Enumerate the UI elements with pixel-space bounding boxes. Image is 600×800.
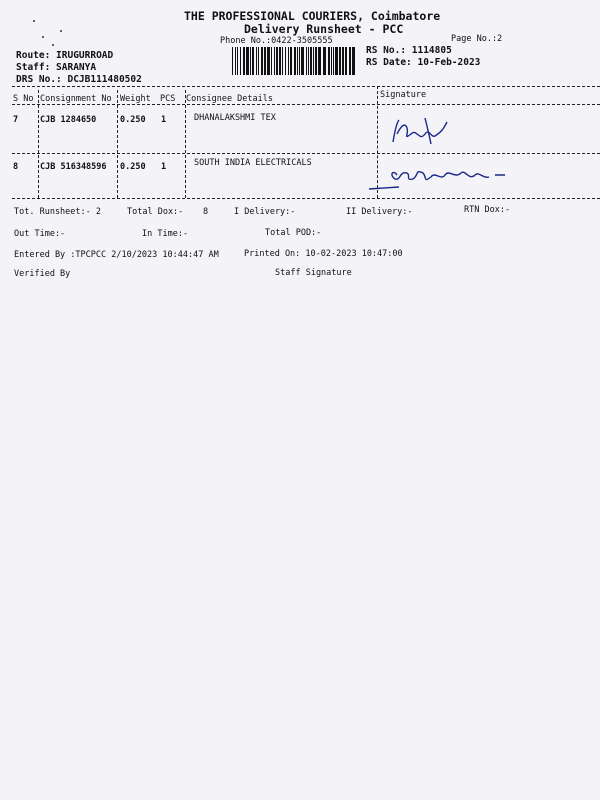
column-header-sno: S No: [13, 94, 34, 104]
column-divider: [185, 90, 186, 198]
entered-by: Entered By :TPCPCC 2/10/2023 10:44:47 AM: [14, 250, 219, 260]
total-dox-label: Total Dox:-: [127, 207, 184, 217]
rs-date: RS Date: 10-Feb-2023: [366, 57, 481, 68]
column-divider: [117, 90, 118, 198]
table-bottom-rule: [12, 198, 600, 199]
row-consignee: SOUTH INDIA ELECTRICALS: [194, 158, 312, 168]
row-consignment-no: CJB 516348596: [40, 162, 107, 172]
column-header-consignee: Consignee Details: [186, 94, 273, 104]
row-sno: 8: [13, 162, 19, 172]
row-weight: 0.250: [120, 115, 146, 125]
total-pod: Total POD:-: [265, 228, 322, 238]
row-pcs: 1: [161, 162, 167, 172]
staff-label: Staff: SARANYA: [16, 62, 97, 73]
rs-number: RS No.: 1114805: [366, 45, 452, 56]
row-pcs: 1: [161, 115, 167, 125]
ii-delivery: II Delivery:-: [346, 207, 413, 217]
route-label: Route: IRUGURROAD: [16, 50, 114, 61]
handwritten-signature: [385, 112, 475, 152]
column-header-weight: Weight: [120, 94, 151, 104]
phone-number: Phone No.:0422-3505555: [220, 36, 333, 46]
total-runsheet: Tot. Runsheet:- 2: [14, 207, 101, 217]
drs-number: DRS No.: DCJB111480502: [16, 74, 142, 85]
i-delivery: I Delivery:-: [234, 207, 296, 217]
total-dox-value: 8: [203, 207, 209, 217]
table-row-rule: [12, 153, 600, 154]
rtn-dox: RTN Dox:-: [464, 205, 511, 215]
column-header-pcs: PCS: [160, 94, 176, 104]
scan-speck: [42, 36, 44, 38]
column-header-consignment: Consignment No: [40, 94, 112, 104]
page-number: Page No.:2: [451, 34, 503, 44]
column-divider: [38, 90, 39, 198]
row-sno: 7: [13, 115, 19, 125]
staff-signature: Staff Signature: [275, 268, 352, 278]
scan-speck: [52, 44, 54, 46]
document-title: Delivery Runsheet - PCC: [244, 22, 404, 36]
company-name: THE PROFESSIONAL COURIERS, Coimbatore: [184, 9, 441, 23]
printed-on: Printed On: 10-02-2023 10:47:00: [244, 249, 403, 259]
row-consignee: DHANALAKSHMI TEX: [194, 113, 276, 123]
handwritten-signature: [365, 155, 525, 195]
table-header-rule: [12, 104, 600, 105]
scan-speck: [33, 20, 35, 22]
scan-speck: [60, 30, 62, 32]
barcode: [232, 47, 356, 75]
out-time: Out Time:-: [14, 229, 66, 239]
column-header-signature: Signature: [380, 90, 427, 100]
in-time: In Time:-: [142, 229, 189, 239]
row-weight: 0.250: [120, 162, 146, 172]
row-consignment-no: CJB 1284650: [40, 115, 97, 125]
table-top-rule: [12, 86, 600, 87]
verified-by: Verified By: [14, 269, 71, 279]
